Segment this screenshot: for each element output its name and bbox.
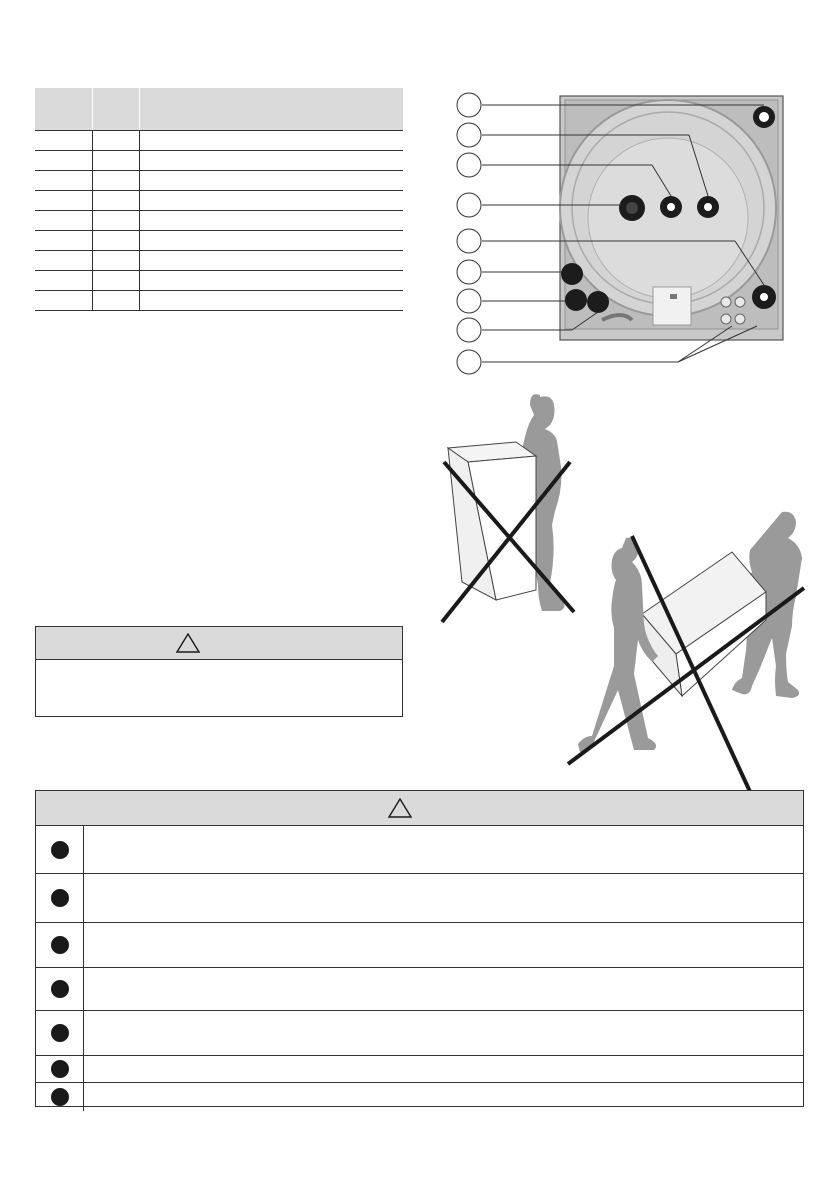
appliance-rear-diagram	[452, 88, 788, 378]
callout-circle	[457, 229, 481, 253]
parts-cell	[92, 171, 139, 191]
parts-row	[35, 151, 403, 171]
warning-triangle-icon	[388, 798, 412, 818]
bullet-cell	[36, 968, 84, 1010]
parts-cell	[35, 251, 92, 271]
parts-row	[35, 271, 403, 291]
safety-row	[36, 923, 803, 968]
parts-row	[35, 251, 403, 271]
bullet-cell	[36, 874, 84, 922]
parts-row	[35, 131, 403, 151]
parts-cell	[92, 191, 139, 211]
bullet-cell	[36, 923, 84, 967]
parts-cell	[35, 211, 92, 231]
parts-cell	[35, 271, 92, 291]
parts-cell	[139, 171, 403, 191]
bullet-cell	[36, 826, 84, 873]
cap-6	[561, 263, 583, 285]
parts-cell	[92, 131, 139, 151]
parts-table	[35, 88, 403, 311]
bullet-cell	[36, 1083, 84, 1111]
bullet-dot-icon	[51, 1088, 69, 1106]
parts-row	[35, 191, 403, 211]
parts-cell	[139, 151, 403, 171]
callout-circle	[457, 153, 481, 177]
callout-circle	[457, 123, 481, 147]
parts-cell	[139, 271, 403, 291]
callout-circle	[457, 350, 481, 374]
parts-cell	[139, 251, 403, 271]
safety-row	[36, 874, 803, 923]
parts-cell	[139, 131, 403, 151]
parts-table-header	[35, 88, 403, 131]
parts-cell	[139, 231, 403, 251]
header-cell	[92, 88, 139, 131]
bullet-dot-icon	[51, 889, 69, 907]
parts-cell	[92, 211, 139, 231]
parts-cell	[92, 291, 139, 311]
warning-triangle-icon	[176, 633, 200, 653]
wrong-flat-carry-illustration	[560, 508, 810, 800]
header-cell	[139, 88, 403, 131]
parts-cell	[35, 131, 92, 151]
callout-circle	[457, 289, 481, 313]
parts-cell	[92, 151, 139, 171]
parts-cell	[35, 191, 92, 211]
callout-circle	[457, 193, 481, 217]
parts-cell	[139, 191, 403, 211]
bullet-dot-icon	[51, 1024, 69, 1042]
parts-row	[35, 231, 403, 251]
bullet-dot-icon	[51, 936, 69, 954]
warning-body	[36, 660, 402, 716]
rating-plate	[653, 287, 691, 325]
bullet-dot-icon	[51, 980, 69, 998]
parts-cell	[92, 271, 139, 291]
warning-box	[35, 626, 403, 717]
bullet-dot-icon	[51, 1060, 69, 1078]
safety-row	[36, 1056, 803, 1083]
parts-row	[35, 171, 403, 191]
parts-cell	[139, 291, 403, 311]
bullet-dot-icon	[51, 841, 69, 859]
bullet-cell	[36, 1011, 84, 1055]
parts-cell	[139, 211, 403, 231]
parts-cell	[35, 171, 92, 191]
parts-cell	[35, 151, 92, 171]
parts-cell	[35, 291, 92, 311]
parts-cell	[92, 231, 139, 251]
parts-row	[35, 291, 403, 311]
header-cell	[35, 88, 92, 131]
callout-circle	[457, 93, 481, 117]
callout-circle	[457, 318, 481, 342]
safety-table	[35, 790, 804, 1107]
cap-8	[587, 291, 609, 313]
bullet-cell	[36, 1056, 84, 1082]
safety-row	[36, 1083, 803, 1111]
callout-circle	[457, 260, 481, 284]
parts-cell	[92, 251, 139, 271]
parts-cell	[35, 231, 92, 251]
safety-header	[36, 791, 803, 826]
safety-row	[36, 1011, 803, 1056]
parts-row	[35, 211, 403, 231]
safety-row	[36, 968, 803, 1011]
safety-row	[36, 826, 803, 874]
cap-7	[565, 289, 587, 311]
warning-header	[36, 627, 402, 660]
